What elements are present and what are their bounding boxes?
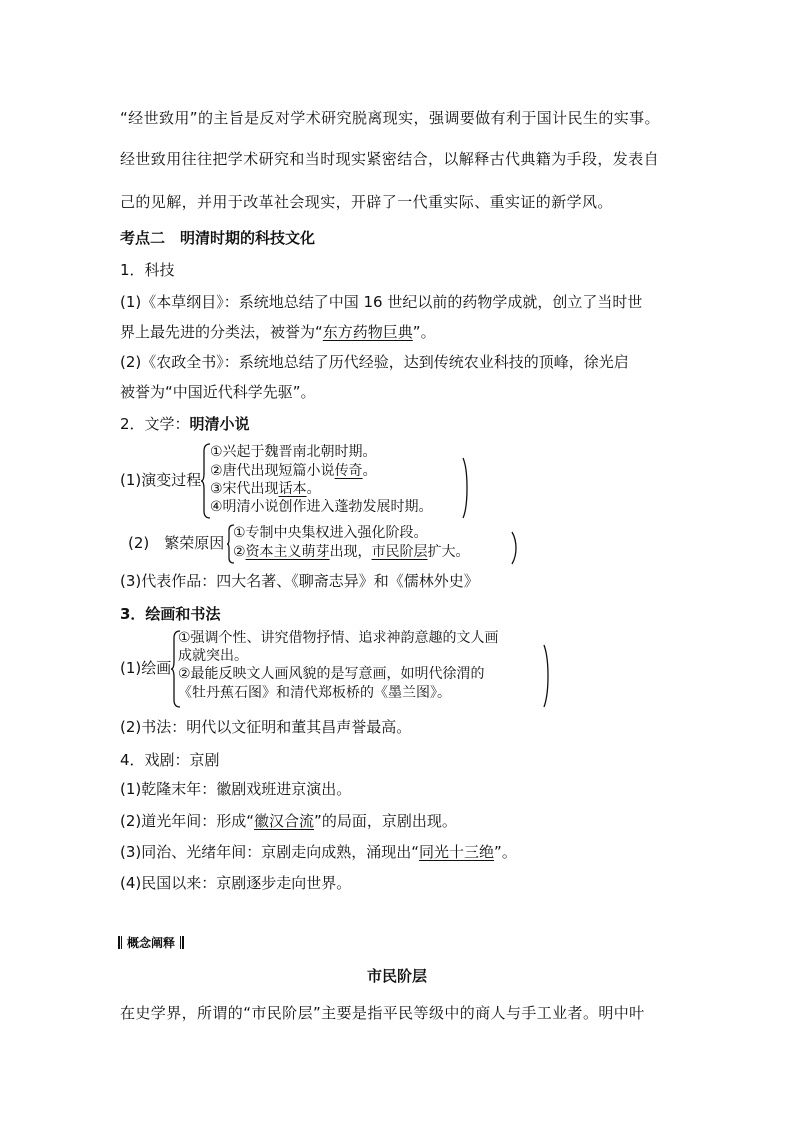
painting-line-3: ②最能反映文人画风貌的是写意画，如明代徐渭的	[178, 666, 485, 682]
bencao-line-2: 界上最先进的分类法，被誉为“东方药物巨典”。	[120, 323, 436, 341]
painting-heading: 3．绘画和书法	[120, 605, 221, 623]
drama-heading: 4．戏剧：京剧	[120, 751, 220, 769]
drama-item-3: (3)同治、光绪年间：京剧走向成熟，涌现出“同光十三绝”。	[120, 843, 517, 861]
literature-heading: 2．文学：明清小说	[120, 415, 250, 433]
concept-tag: 概念阐释	[118, 934, 184, 952]
nongzheng-line-1: (2)《农政全书》：系统地总结了历代经验，达到传统农业科技的顶峰，徐光启	[120, 353, 629, 371]
drama-item-2: (2)道光年间：形成“徽汉合流”的局面，京剧出现。	[120, 812, 457, 830]
evolution-label: (1)演变过程	[120, 471, 202, 489]
right-bracket-icon	[542, 644, 550, 708]
drama-item-4: (4)民国以来：京剧逐步走向世界。	[120, 874, 352, 892]
intro-line-3: 己的见解，并用于改革社会现实，开辟了一代重实际、重实证的新学风。	[120, 193, 613, 211]
painting-line-4: 《牡丹蕉石图》和清代郑板桥的《墨兰图》。	[178, 685, 451, 701]
intro-line-2: 经世致用往往把学术研究和当时现实紧密结合，以解释古代典籍为手段，发表自	[120, 150, 660, 168]
intro-line-1: “经世致用”的主旨是反对学术研究脱离现实，强调要做有利于国计民生的实事。	[120, 109, 660, 127]
evolution-item-3: ③宋代出现话本。	[210, 481, 321, 497]
evolution-item-1: ①兴起于魏晋南北朝时期。	[210, 444, 377, 460]
evolution-item-4: ④明清小说创作进入蓬勃发展时期。	[210, 499, 433, 515]
prosperity-label: (2) 繁荣原因	[128, 534, 225, 552]
nongzheng-line-2: 被誉为“中国近代科学先驱”。	[120, 383, 316, 401]
concept-body: 在史学界，所谓的“市民阶层”主要是指平民等级中的商人与手工业者。明中叶	[120, 1004, 645, 1022]
science-heading: 1．科技	[120, 261, 175, 279]
painting-line-2: 成就突出。	[178, 648, 248, 664]
prosperity-item-2: ②资本主义萌芽出现，市民阶层扩大。	[233, 544, 470, 560]
prosperity-item-1: ①专制中央集权进入强化阶段。	[233, 525, 428, 541]
section-title: 考点二 明清时期的科技文化	[120, 229, 316, 247]
painting-label: (1)绘画	[120, 659, 172, 677]
right-bracket-icon	[510, 531, 518, 565]
calligraphy: (2)书法：明代以文征明和董其昌声誉最高。	[120, 718, 412, 736]
drama-item-1: (1)乾隆末年：徽剧戏班进京演出。	[120, 780, 352, 798]
evolution-item-2: ②唐代出现短篇小说传奇。	[210, 463, 377, 479]
painting-line-1: ①强调个性、讲究借物抒情、追求神韵意趣的文人画	[178, 630, 499, 646]
right-bracket-icon	[461, 457, 469, 519]
representative-works: (3)代表作品：四大名著、《聊斋志异》和《儒林外史》	[120, 572, 479, 590]
bencao-line-1: (1)《本草纲目》：系统地总结了中国 16 世纪以前的药物学成就，创立了当时世	[120, 293, 643, 311]
underlined-term: 东方药物巨典	[322, 323, 413, 341]
concept-title: 市民阶层	[366, 967, 427, 985]
